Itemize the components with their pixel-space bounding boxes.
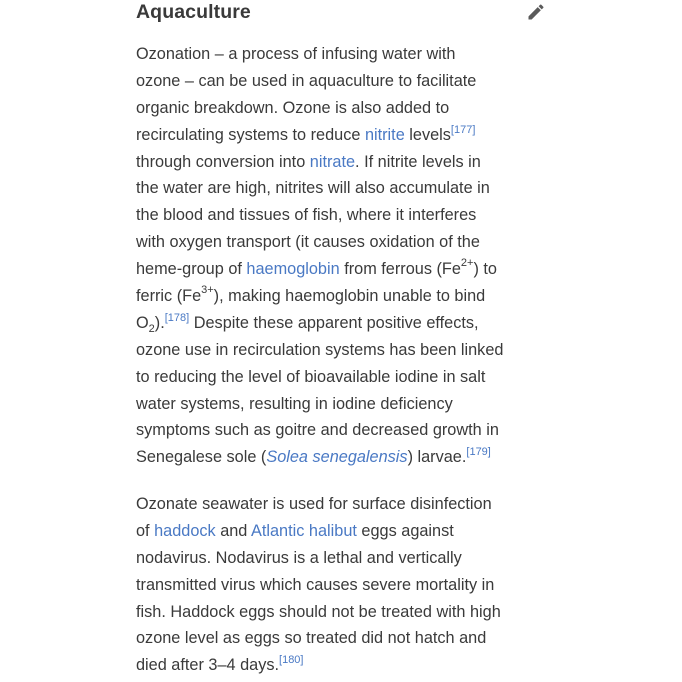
link-solea-senegalensis[interactable] [266, 448, 407, 466]
text-segment: and [215, 521, 251, 540]
reference-178[interactable] [165, 312, 189, 324]
text-line: ozone use in recirculation systems has been linked [136, 340, 504, 359]
text-segment: eggs against [356, 521, 454, 540]
text-segment: ), making haemoglobin unable to bind [213, 287, 486, 306]
reference-link[interactable]: [177] [450, 123, 476, 136]
text-segment: . If nitrite levels in [355, 152, 481, 171]
link-atlantic-halibut[interactable]: Atlantic halibut [251, 521, 357, 540]
text-segment: recirculating systems to reduce [136, 125, 365, 144]
link-haemoglobin[interactable]: haemoglobin [246, 260, 340, 279]
text-segment: O [136, 313, 149, 332]
link-nitrite[interactable]: nitrite [364, 125, 405, 144]
text-line [136, 256, 552, 283]
reference-180[interactable] [279, 654, 303, 666]
paragraph-seawater-disinfection [136, 491, 552, 679]
text-segment: levels [404, 125, 451, 144]
superscript: 2+ [460, 257, 474, 270]
text-segment: from ferrous (Fe [339, 260, 461, 279]
section-title: Aquaculture [136, 1, 251, 23]
paragraph-ozonation [136, 41, 552, 471]
text-line [136, 444, 552, 471]
reference-link[interactable]: [178] [164, 311, 190, 324]
subscript: 2 [148, 322, 155, 335]
text-line: the water are high, nitrites will also accumulate in [136, 179, 490, 198]
text-line: Ozonate seawater is used for surface disinfection [136, 495, 492, 513]
pencil-icon[interactable] [526, 2, 546, 22]
text-line [136, 310, 552, 337]
text-line: the blood and tissues of fish, where it interferes [136, 206, 477, 225]
italic-species-name[interactable]: Solea senegalensis [266, 448, 408, 467]
text-segment: ). [154, 313, 165, 332]
text-line: fish. Haddock eggs should not be treated with high [136, 602, 501, 621]
superscript: 3+ [201, 284, 214, 297]
text-segment: through conversion into [136, 152, 310, 171]
text-line [136, 518, 552, 545]
text-segment: ferric (Fe [136, 287, 202, 306]
reference-179[interactable] [466, 446, 490, 458]
reference-link[interactable]: [180] [279, 654, 304, 667]
text-line [136, 283, 552, 310]
text-segment: ) to [473, 260, 497, 279]
link-haddock[interactable]: haddock [154, 521, 216, 540]
text-segment: Despite these apparent positive effects, [189, 313, 479, 332]
reference-link[interactable]: [179] [466, 446, 491, 459]
text-line: to reducing the level of bioavailable iodine in salt [136, 367, 486, 386]
text-segment: ) larvae. [407, 448, 467, 467]
text-line: ozone level as eggs so treated did not hatch and [136, 629, 487, 648]
text-line: ozone – can be used in aquaculture to facilitate [136, 71, 477, 90]
text-segment: Senegalese sole ( [136, 448, 267, 467]
text-segment: died after 3–4 days. [136, 656, 280, 675]
text-line [136, 122, 552, 149]
text-segment: of [136, 521, 155, 540]
text-line: nodavirus. Nodavirus is a lethal and vertically [136, 548, 462, 567]
text-line: Ozonation – a process of infusing water with [136, 45, 456, 63]
text-line: with oxygen transport (it causes oxidation of the [136, 233, 480, 252]
text-segment: heme-group of [136, 260, 247, 279]
link-nitrate[interactable]: nitrate [309, 152, 356, 171]
text-line: transmitted virus which causes severe mortality in [136, 575, 495, 594]
reference-177[interactable] [451, 124, 475, 136]
text-line [136, 149, 552, 176]
text-line: water systems, resulting in iodine deficiency [136, 394, 453, 413]
text-line: symptoms such as goitre and decreased growth in [136, 421, 499, 440]
text-line: organic breakdown. Ozone is also added to [136, 98, 450, 117]
text-line [136, 652, 552, 679]
section-header [136, 0, 548, 26]
